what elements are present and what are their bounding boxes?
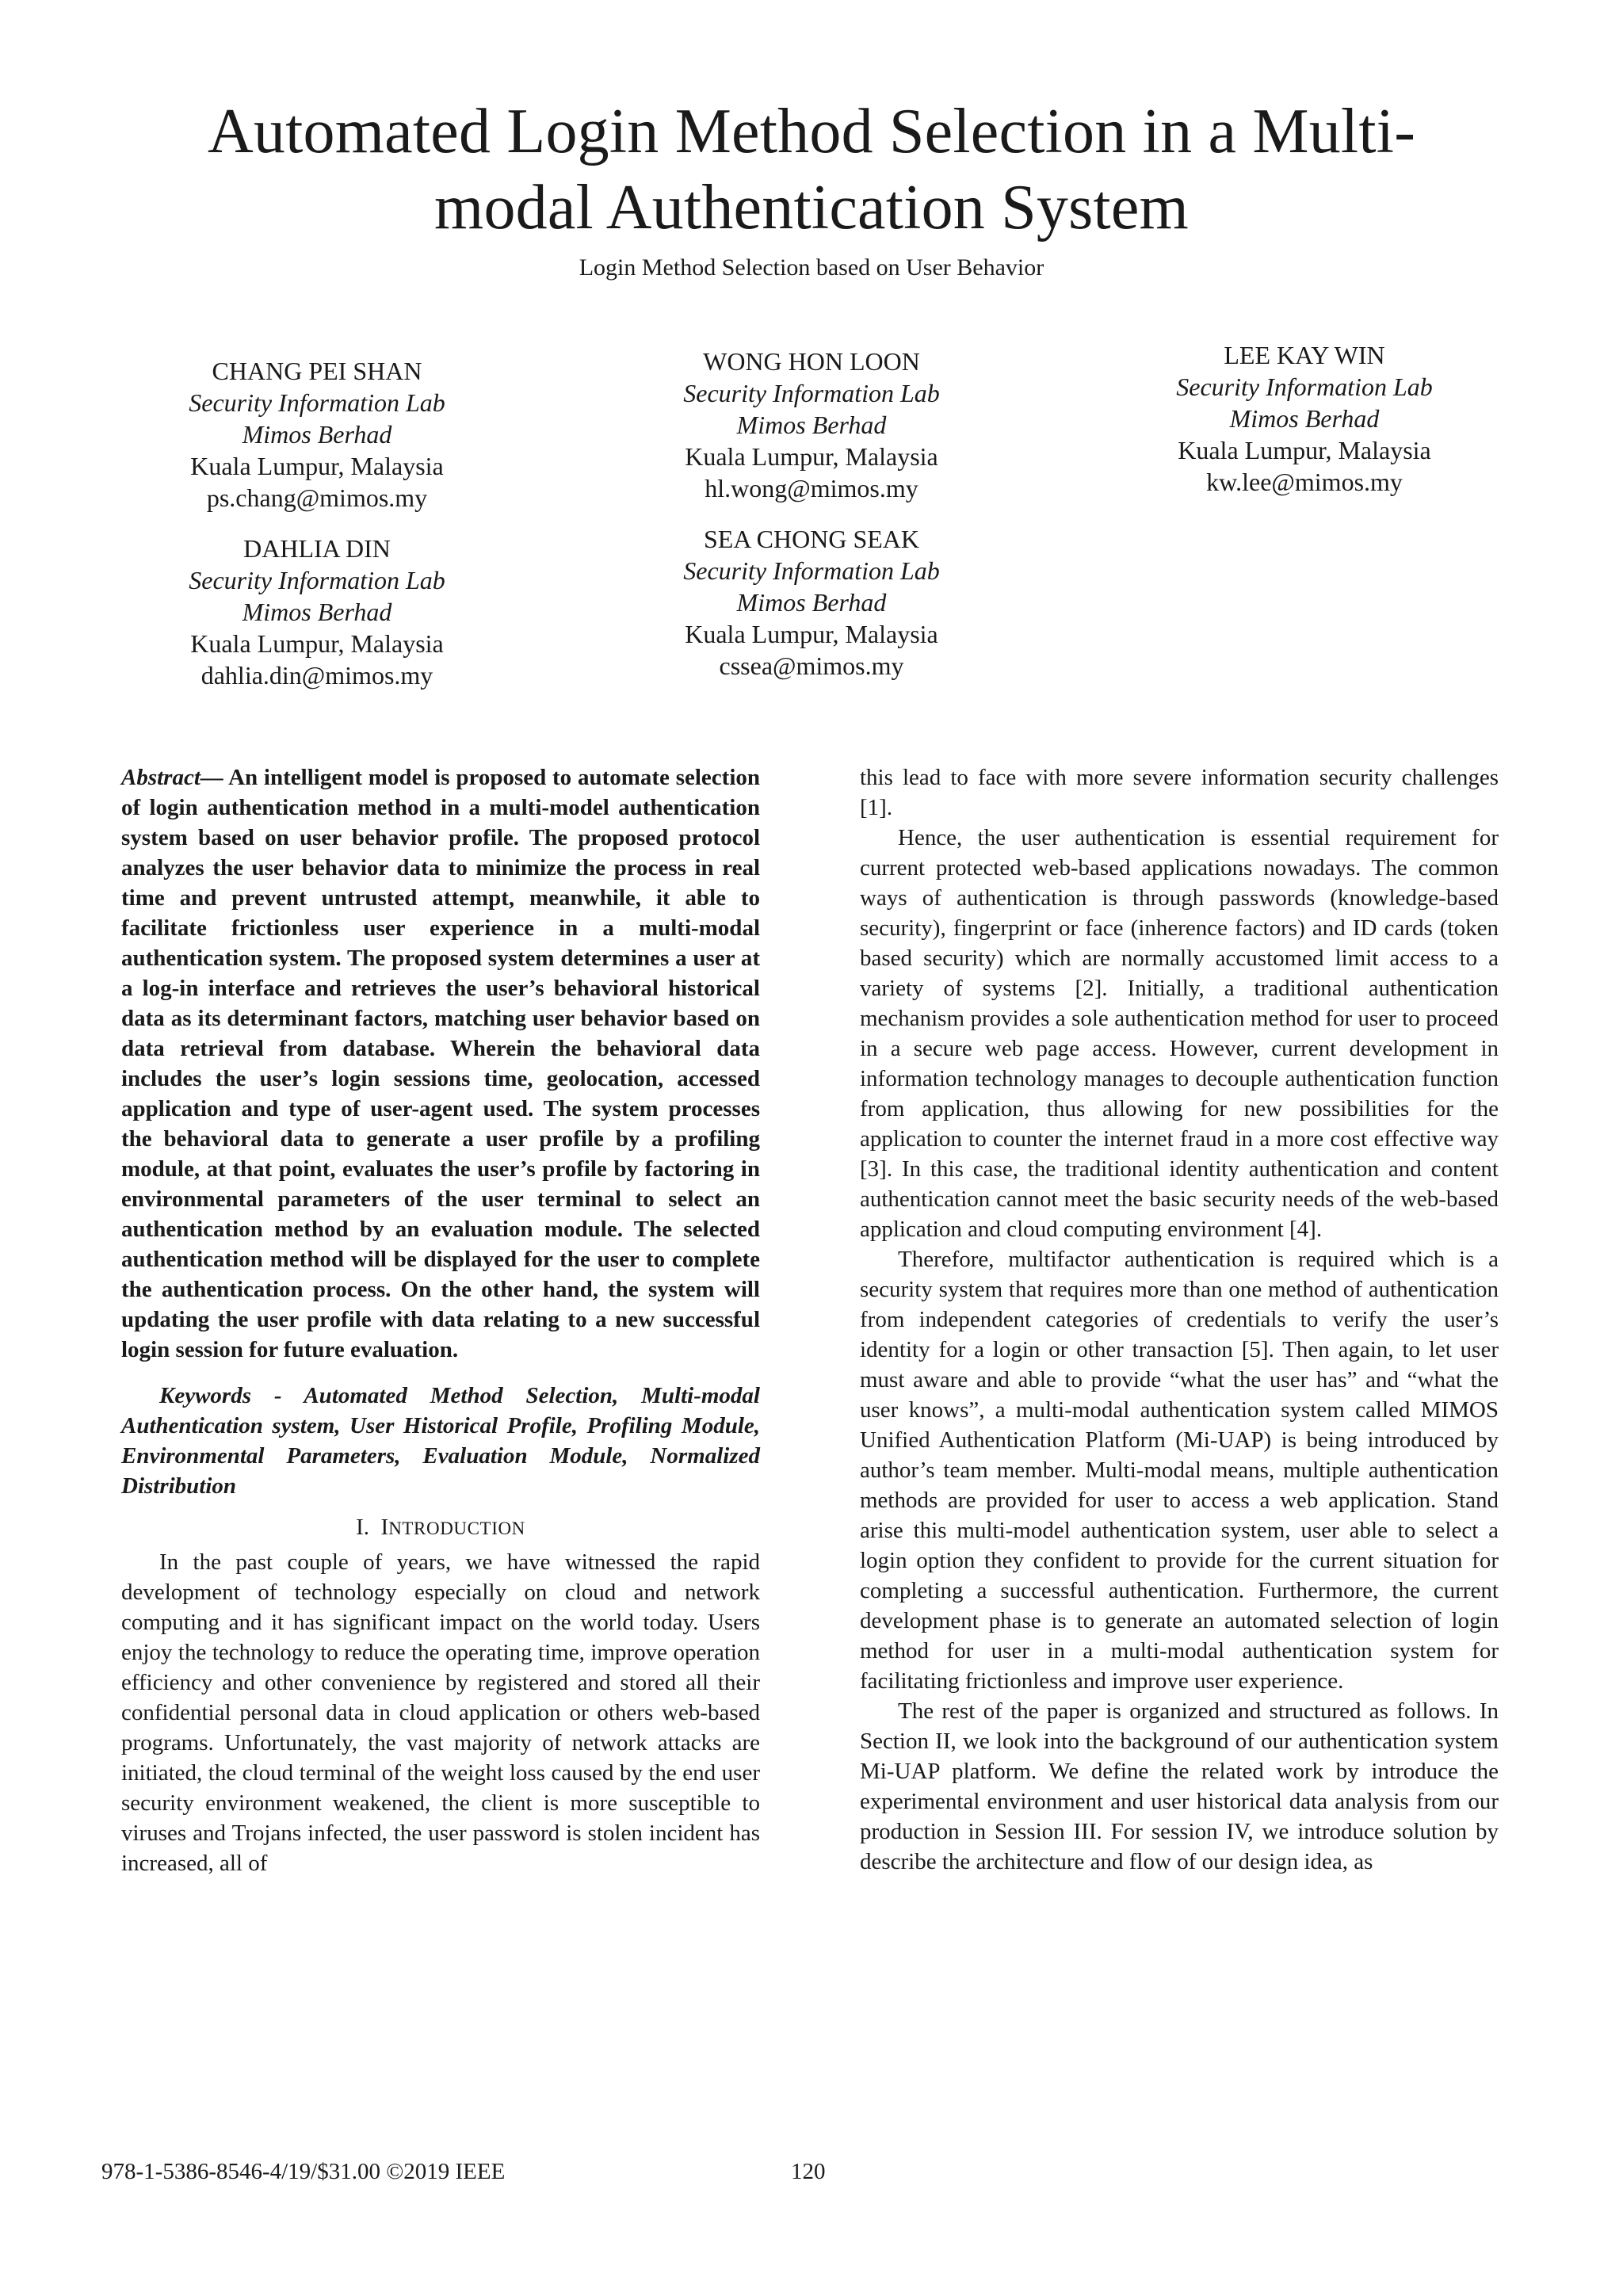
section-title-initial: I (380, 1515, 389, 1540)
author-email: cssea@mimos.my (719, 651, 904, 680)
author-affiliation: Security Information Lab (1176, 372, 1433, 401)
body-paragraph: The rest of the paper is organized and structured as follows. In Section II, we look into the background of our authentication system Mi-UAP platform. We define the related work by introduce the experimental environment and user historical data analysis from our production in Session III. For session IV, we introduce solution by describe the architecture and flow of our design idea, as (860, 1698, 1499, 1874)
author-name: SEA CHONG SEAK (703, 525, 920, 553)
title-line-2: modal Authentication System (434, 173, 1189, 243)
body-paragraph: Therefore, multifactor authentication is required which is a security system that requires more than one method of authentication from independent categories of credentials to verify the user’s identity for a login or other transaction [5]. Then again, to let user must aware and able to provide “what the user has” and “what the user knows”, a multi-modal authentication system called MIMOS Unified Authentication Platform (Mi-UAP) is being introduced by author’s team member. Multi-modal means, multiple authentication methods are provided for user to access a web application. Stand arise this multi-model authentication system, user able to select a login option they confident to provide for the current situation for completing a successful authentication. Furthermore, the current development phase is to generate an automated selection of login method for user in a multi-modal authentication system for facilitating frictionless and improve user experience. (860, 1247, 1499, 1694)
author-organization: Mimos Berhad (1229, 404, 1380, 433)
author-block (590, 523, 1033, 682)
author-organization: Mimos Berhad (736, 588, 887, 617)
left-column (121, 762, 760, 1878)
author-email: hl.wong@mimos.my (705, 474, 918, 502)
body-paragraph: this lead to face with more severe information security challenges [1]. (860, 765, 1499, 820)
keywords: Keywords - Automated Method Selection, Multi-modal Authentication system, User Historical Profile, Profiling Module, Environmental Parameters, Evaluation Module, Normalized Distribution (121, 1383, 760, 1499)
title-line-1: Automated Login Method Selection in a Multi- (207, 97, 1416, 166)
author-block (1083, 339, 1526, 498)
abstract-label: Abstract— (121, 765, 223, 790)
author-block (95, 533, 539, 691)
author-email: kw.lee@mimos.my (1206, 468, 1403, 496)
author-name: LEE KAY WIN (1224, 341, 1385, 369)
author-name: WONG HON LOON (703, 347, 920, 376)
paper-title (119, 94, 1504, 246)
author-affiliation: Security Information Lab (189, 566, 445, 594)
author-name: DAHLIA DIN (243, 534, 391, 563)
author-affiliation: Security Information Lab (189, 388, 445, 417)
author-name: CHANG PEI SHAN (212, 357, 422, 385)
body-paragraph: In the past couple of years, we have witnessed the rapid development of technology especially on cloud and network computing and it has significant impact on the world today. Users enjoy the technology to reduce the operating time, improve operation efficiency and other convenience by registered and stored all their confidential personal data in cloud application or others web-based programs. Unfortunately, the vast majority of network attacks are initiated, the cloud terminal of the weight loss caused by the end user security environment weakened, the client is more susceptible to viruses and Trojans infected, the user password is stolen incident has increased, all of (121, 1549, 760, 1876)
abstract (121, 762, 760, 1365)
author-location: Kuala Lumpur, Malaysia (190, 452, 444, 480)
paper-subtitle: Login Method Selection based on User Behavior (579, 254, 1044, 281)
abstract-text: An intelligent model is proposed to automate selection of login authentication method in a multi-model authentication system based on user behavior profile. The proposed protocol analyzes the user behavior data to minimize the process in real time and prevent untrusted attempt, meanwhile, it able to facilitate frictionless user experience in a multi-modal authentication system. The proposed system determines a user at a log-in interface and retrieves the user’s behavioral historical data as its determinant factors, matching user behavior based on data retrieval from database. Wherein the behavioral data includes the user’s login sessions time, geolocation, accessed application and type of user-agent used. The system processes the behavioral data to generate a user profile by a profiling module, at that point, evaluates the user’s profile by factoring in environmental parameters of the user terminal to select an authentication method by an evaluation module. The selected authentication method will be displayed for the user to complete the authentication process. On the other hand, the system will updating the user profile with data relating to a new successful login session for future evaluation. (121, 765, 760, 1362)
author-affiliation: Security Information Lab (683, 556, 940, 585)
author-organization: Mimos Berhad (242, 420, 392, 449)
right-column (860, 762, 1499, 1877)
author-email: ps.chang@mimos.my (206, 483, 428, 512)
author-block (95, 355, 539, 514)
section-title-rest: NTRODUCTION (388, 1519, 525, 1538)
footer-isbn: 978-1-5386-8546-4/19/$31.00 ©2019 IEEE (101, 2159, 506, 2184)
author-organization: Mimos Berhad (736, 411, 887, 439)
author-email: dahlia.din@mimos.my (200, 661, 433, 690)
author-block (590, 346, 1033, 504)
body-paragraph: Hence, the user authentication is essential requirement for current protected web-based applications nowadays. The common ways of authentication is through passwords (knowledge-based security), fingerprint or face (inherence factors) and ID cards (token based security) which are normally accustomed limit access to a variety of systems [2]. Initially, a traditional authentication mechanism provides a sole authentication method for user to proceed in a secure web page access. However, current development in information technology manages to decouple authentication function from application, thus allowing for new possibilities for the application to counter the internet fraud in a more cost effective way [3]. In this case, the traditional identity authentication and content authentication cannot meet the basic security needs of the web-based application and cloud computing environment [4]. (860, 825, 1499, 1242)
section-number: I. (356, 1515, 370, 1540)
author-location: Kuala Lumpur, Malaysia (685, 442, 938, 471)
page-number: 120 (791, 2159, 826, 2184)
author-location: Kuala Lumpur, Malaysia (685, 620, 938, 648)
author-affiliation: Security Information Lab (683, 379, 940, 407)
author-location: Kuala Lumpur, Malaysia (1178, 436, 1431, 464)
author-organization: Mimos Berhad (242, 598, 392, 626)
author-location: Kuala Lumpur, Malaysia (190, 629, 444, 658)
section-heading (121, 1512, 760, 1544)
